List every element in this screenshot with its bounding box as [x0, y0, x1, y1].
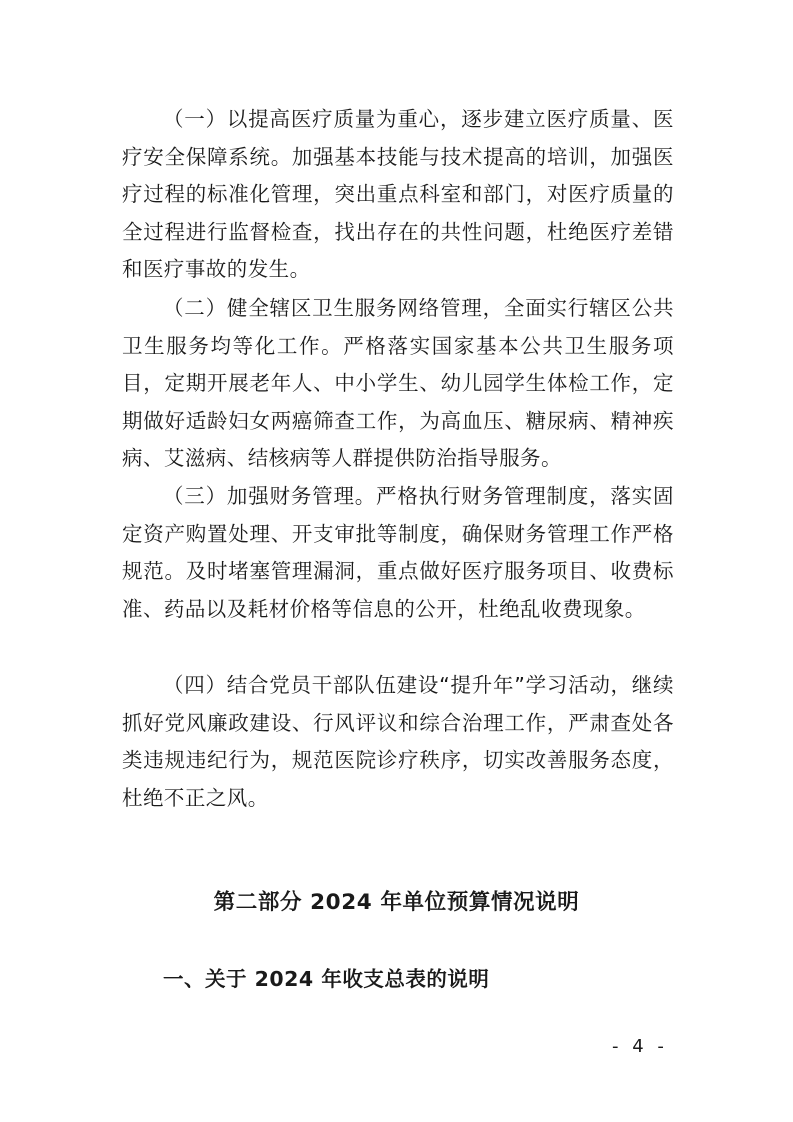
- paragraph-party-building: （四）结合党员干部队伍建设“提升年”学习活动，继续抓好党风廉政建设、行风评议和综合治理工作，严肃查处各类违规违纪行为，规范医院诊疗秩序，切实改善服务态度，杜绝不正之风。: [122, 673, 674, 810]
- page-number: - 4 -: [612, 1036, 668, 1057]
- section-heading: 第二部分 2024 年单位预算情况说明: [213, 890, 580, 915]
- sub-heading: 一、关于 2024 年收支总表的说明: [163, 967, 490, 991]
- paragraph-financial-management: （三）加强财务管理。严格执行财务管理制度，落实固定资产购置处理、开支审批等制度，确保财务管理工作严格规范。及时堵塞管理漏洞，重点做好医疗服务项目、收费标准、药品以及耗材价格等信息的公开，杜绝乱收费现象。: [122, 484, 674, 621]
- paragraph-public-health: （二）健全辖区卫生服务网络管理，全面实行辖区公共卫生服务均等化工作。严格落实国家基本公共卫生服务项目，定期开展老年人、中小学生、幼儿园学生体检工作，定期做好适龄妇女两癌筛查工作，为高血压、糖尿病、精神疾病、艾滋病、结核病等人群提供防治指导服务。: [122, 296, 674, 470]
- paragraph-medical-quality: （一）以提高医疗质量为重心，逐步建立医疗质量、医疗安全保障系统。加强基本技能与技术提高的培训，加强医疗过程的标准化管理，突出重点科室和部门，对医疗质量的全过程进行监督检查，找出存在的共性问题，杜绝医疗差错和医疗事故的发生。: [122, 107, 674, 281]
